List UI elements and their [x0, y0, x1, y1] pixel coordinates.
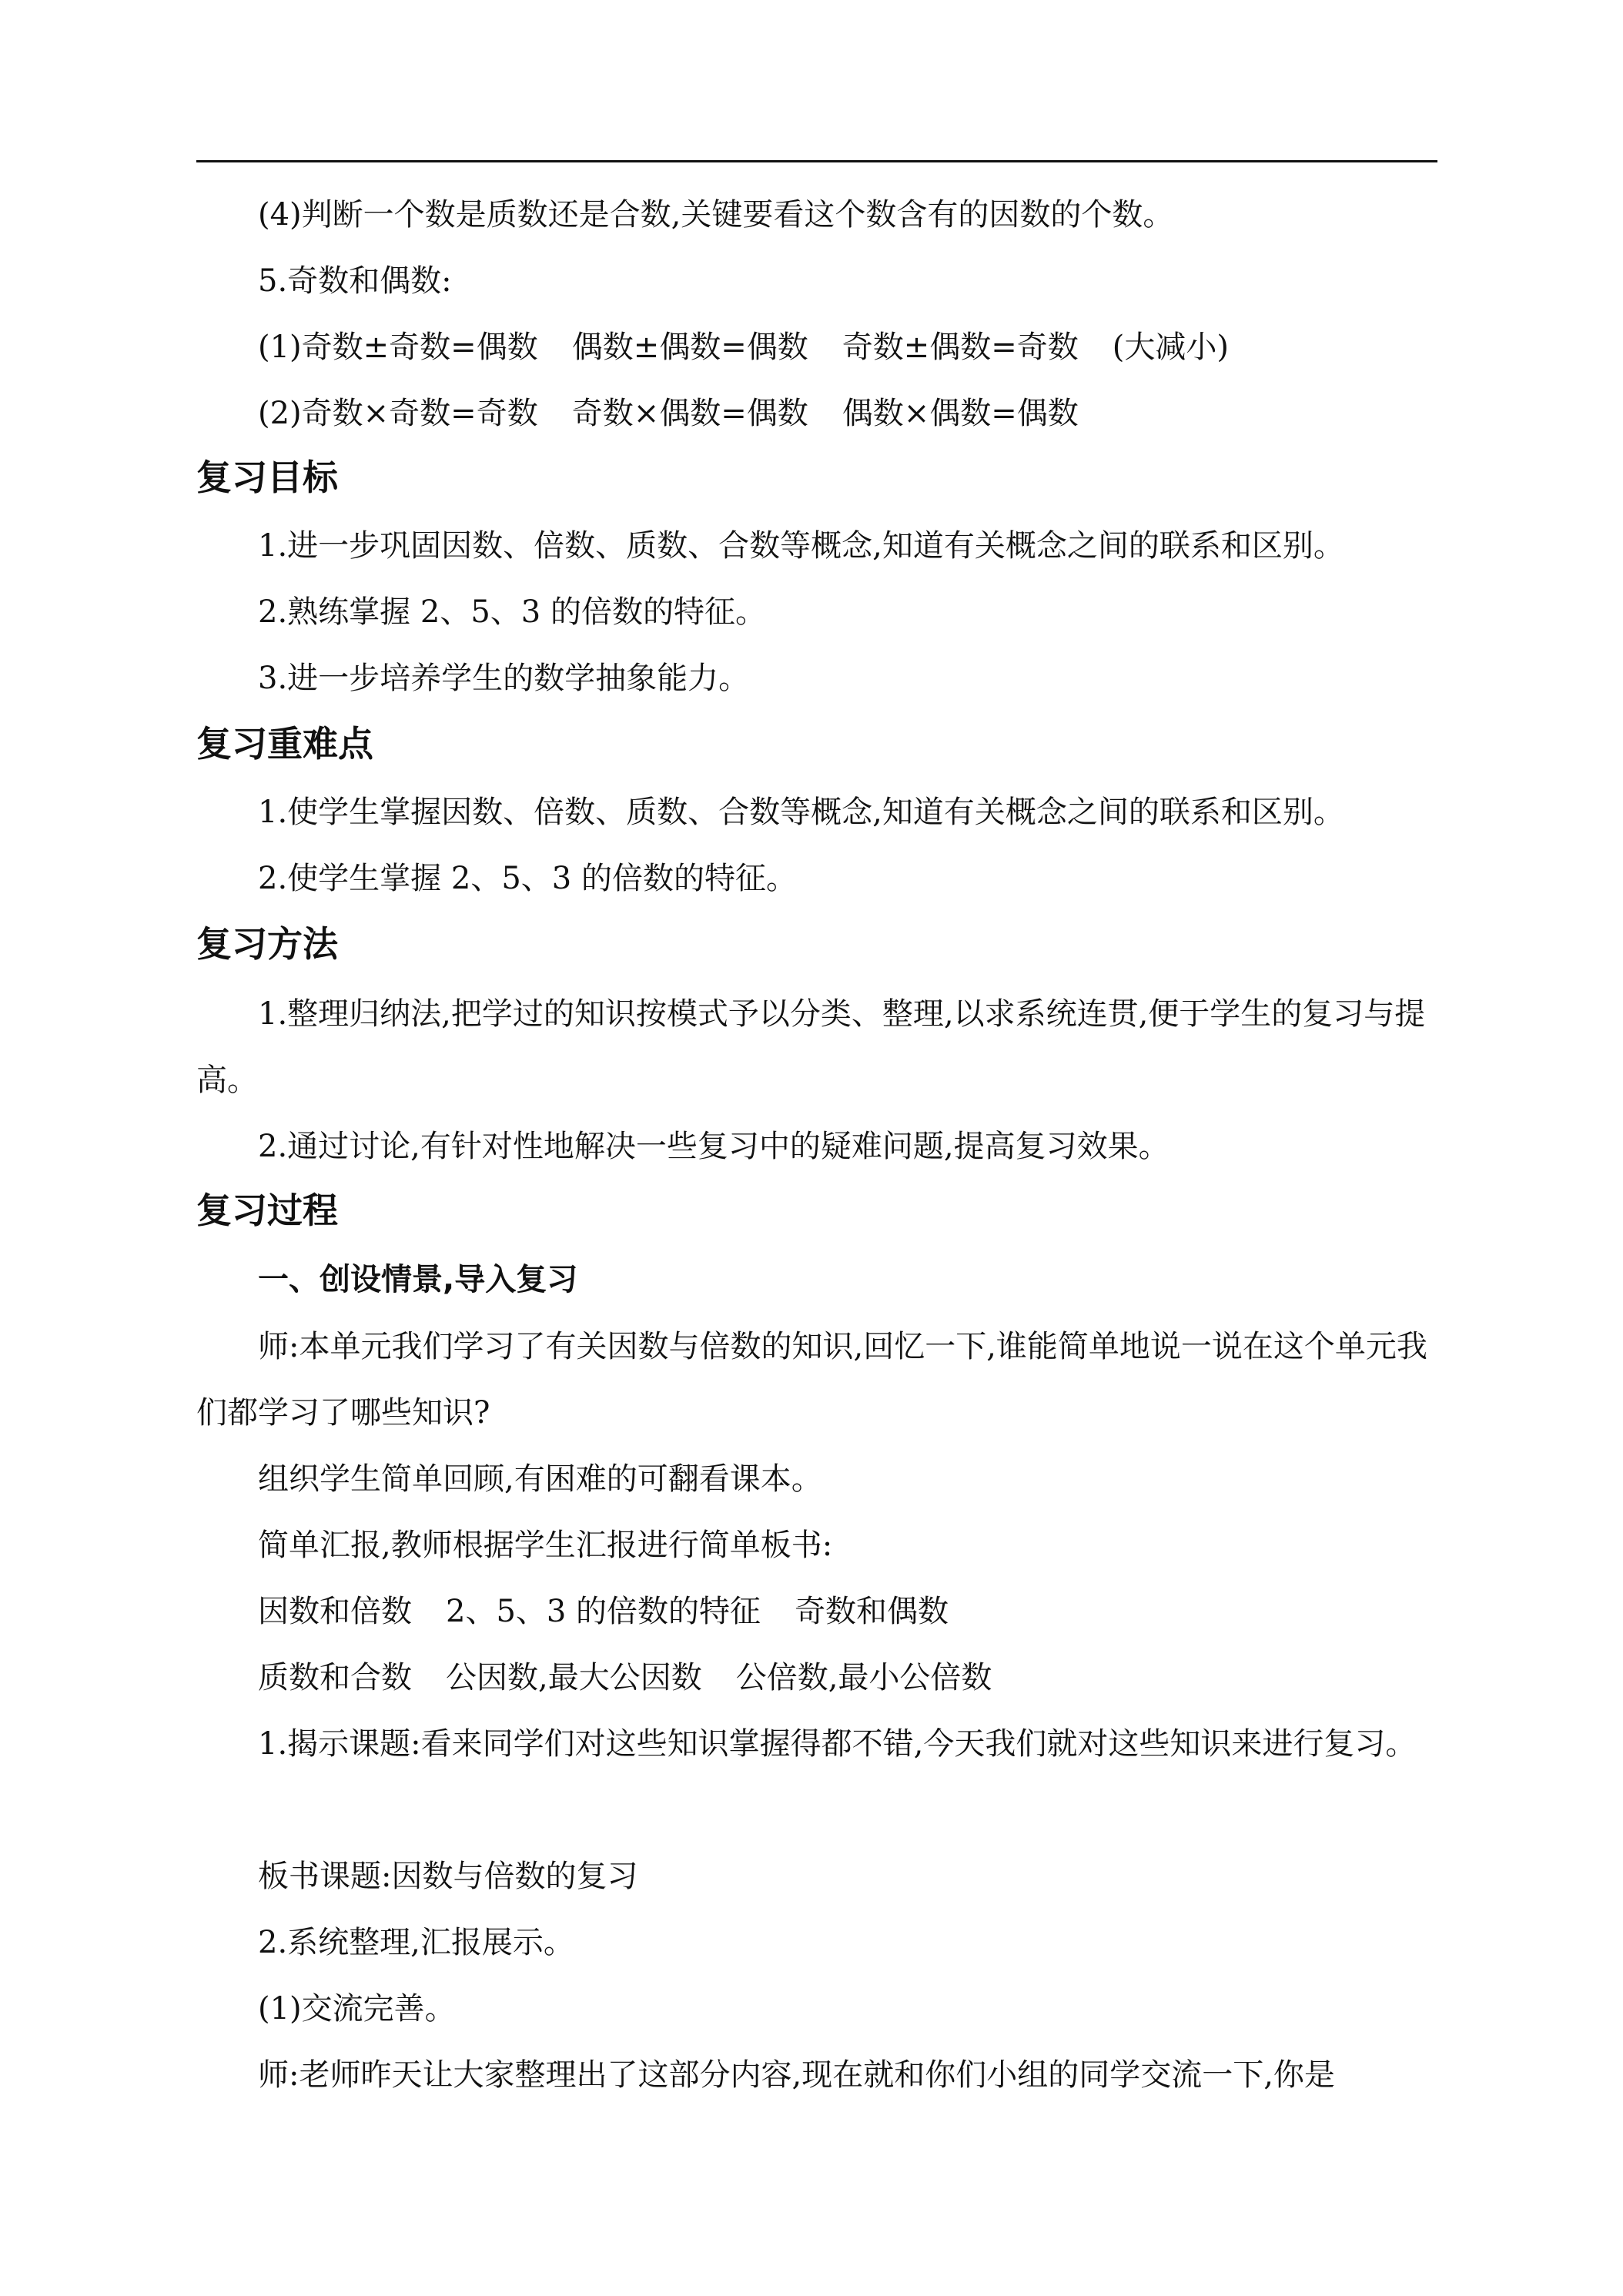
- paragraph-topic-reveal: 1.揭示课题:看来同学们对这些知识掌握得都不错,今天我们就对这些知识来进行复习。: [258, 1726, 1417, 1762]
- paragraph-organize: 2.系统整理,汇报展示。: [258, 1925, 574, 1960]
- heading-review-methods: 复习方法: [196, 923, 338, 965]
- board-item-odd-even: 奇数和偶数: [795, 1594, 949, 1629]
- paragraph-addition-rules: [196, 314, 1437, 380]
- header-rule: [196, 160, 1437, 162]
- rule-even-times-even: 偶数×偶数=偶数: [842, 396, 1079, 431]
- paragraph-goal-3: 3.进一步培养学生的数学抽象能力。: [258, 661, 750, 696]
- paragraph-exchange: (1)交流完善。: [258, 1991, 456, 2027]
- paragraph-teacher-instruction: 师:老师昨天让大家整理出了这部分内容,现在就和你们小组的同学交流一下,你是: [258, 2057, 1335, 2093]
- paragraph-prime-composite: (4)判断一个数是质数还是合数,关键要看这个数含有的因数的个数。: [258, 197, 1174, 233]
- rule-note: (大减小): [1112, 330, 1229, 365]
- heading-review-process: 复习过程: [196, 1190, 338, 1231]
- paragraph-goal-2: 2.熟练掌握 2、5、3 的倍数的特征。: [258, 594, 766, 630]
- subheading-introduction: 一、创设情景,导入复习: [258, 1262, 578, 1297]
- paragraph-goal-1: 1.进一步巩固因数、倍数、质数、合数等概念,知道有关概念之间的联系和区别。: [258, 528, 1344, 564]
- board-item-multiple-features: 2、5、3 的倍数的特征: [446, 1594, 761, 1629]
- heading-key-points: 复习重难点: [196, 723, 373, 765]
- paragraph-board-title: 板书课题:因数与倍数的复习: [258, 1859, 638, 1894]
- paragraph-method-2: 2.通过讨论,有针对性地解决一些复习中的疑难问题,提高复习效果。: [258, 1129, 1170, 1164]
- paragraph-odd-even-title: 5.奇数和偶数:: [258, 263, 452, 299]
- rule-even-plus-even: 偶数±偶数=偶数: [571, 330, 808, 365]
- paragraph-student-review: 组织学生简单回顾,有困难的可翻看课本。: [258, 1461, 822, 1497]
- paragraph-method-1: 1.整理归纳法,把学过的知识按模式予以分类、整理,以求系统连贯,便于学生的复习与提高。: [196, 996, 1426, 1098]
- board-item-common-factor: 公因数,最大公因数: [446, 1660, 702, 1695]
- paragraph-multiplication-rules: [196, 380, 1437, 447]
- paragraph-key-1: 1.使学生掌握因数、倍数、质数、合数等概念,知道有关概念之间的联系和区别。: [258, 795, 1344, 830]
- paragraph-teacher-question: 师:本单元我们学习了有关因数与倍数的知识,回忆一下,谁能简单地说一说在这个单元我们都学习了哪些知识?: [196, 1329, 1427, 1431]
- board-item-factors-multiples: 因数和倍数: [258, 1594, 412, 1629]
- rule-odd-times-even: 奇数×偶数=偶数: [571, 396, 808, 431]
- board-item-common-multiple: 公倍数,最小公倍数: [735, 1660, 992, 1695]
- rule-odd-plus-even: 奇数±偶数=奇数: [842, 330, 1079, 365]
- paragraph-report: 简单汇报,教师根据学生汇报进行简单板书:: [258, 1528, 833, 1563]
- paragraph-board-line-1: [196, 1578, 1437, 1645]
- paragraph-board-line-2: [196, 1645, 1437, 1711]
- heading-review-goals: 复习目标: [196, 457, 338, 498]
- board-item-prime-composite: 质数和合数: [258, 1660, 412, 1695]
- rule-odd-times-odd: (2)奇数×奇数=奇数: [258, 396, 538, 431]
- paragraph-key-2: 2.使学生掌握 2、5、3 的倍数的特征。: [258, 861, 797, 896]
- rule-odd-plus-odd: (1)奇数±奇数=偶数: [258, 330, 538, 365]
